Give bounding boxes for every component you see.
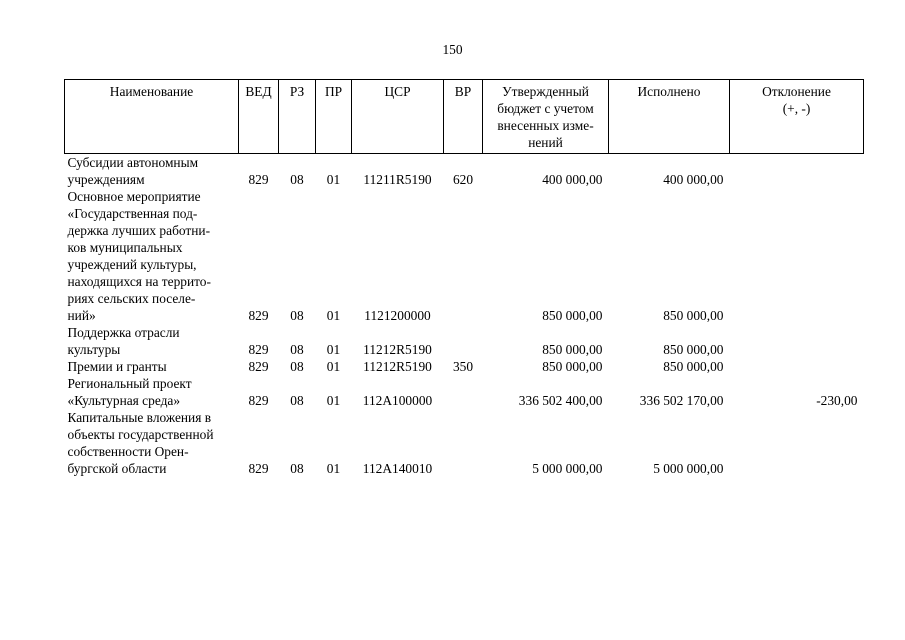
- row-vr: [444, 375, 483, 409]
- header-pr: ПР: [316, 80, 352, 154]
- row-pr: 01: [326, 172, 341, 187]
- header-executed: Исполнено: [609, 80, 730, 154]
- row-csr: 11212R5190: [363, 342, 432, 357]
- row-approved: 5 000 000,00: [532, 461, 603, 476]
- row-rz: 08: [290, 393, 304, 408]
- row-csr: 112А100000: [362, 393, 433, 408]
- table-row: [65, 358, 864, 375]
- row-approved: 850 000,00: [542, 308, 603, 323]
- row-pr: 01: [326, 342, 341, 357]
- header-deviation: Отклонение (+, -): [730, 80, 864, 154]
- row-approved: 400 000,00: [542, 172, 603, 187]
- row-name: Поддержка отрасли культуры: [67, 325, 180, 357]
- row-pr: 01: [326, 359, 341, 374]
- row-vr: [444, 324, 483, 358]
- row-vr: [444, 409, 483, 477]
- row-ved: 829: [248, 342, 269, 357]
- table-row: [65, 375, 864, 409]
- header-vr: ВР: [444, 80, 483, 154]
- row-executed: 400 000,00: [663, 172, 724, 187]
- row-name: Субсидии автономным учреждениям: [67, 155, 199, 187]
- row-name: Основное мероприятие «Государственная под- держка лучших работни- ков муниципальных учреждений культуры, находящихся на террито- риях сельских поселе- ний»: [67, 189, 211, 323]
- row-vr: 350: [452, 359, 474, 374]
- table-row: [65, 188, 864, 324]
- header-ved: ВЕД: [239, 80, 279, 154]
- row-executed: 850 000,00: [663, 342, 724, 357]
- header-rz: РЗ: [279, 80, 316, 154]
- row-deviation: [730, 358, 864, 375]
- row-vr: 620: [452, 172, 474, 187]
- row-deviation: [730, 324, 864, 358]
- row-ved: 829: [248, 393, 269, 408]
- row-pr: 01: [326, 393, 341, 408]
- row-name: Региональный проект «Культурная среда»: [67, 376, 192, 408]
- header-name: Наименование: [65, 80, 239, 154]
- row-csr: 112А140010: [362, 461, 433, 476]
- row-pr: 01: [326, 461, 341, 476]
- row-approved: 850 000,00: [542, 342, 603, 357]
- row-rz: 08: [290, 461, 304, 476]
- row-ved: 829: [248, 461, 269, 476]
- table-row: [65, 409, 864, 477]
- row-approved: 850 000,00: [542, 359, 603, 374]
- row-rz: 08: [290, 359, 304, 374]
- row-name: Капитальные вложения в объекты государственной собственности Орен- бургской области: [67, 410, 214, 476]
- row-deviation: -230,00: [816, 393, 858, 408]
- row-csr: 1121200000: [364, 308, 431, 323]
- row-deviation: [730, 188, 864, 324]
- header-approved: Утвержденный бюджет с учетом внесенных изме- нений: [483, 80, 609, 154]
- row-executed: 5 000 000,00: [653, 461, 724, 476]
- row-ved: 829: [248, 172, 269, 187]
- row-approved: 336 502 400,00: [518, 393, 603, 408]
- header-csr: ЦСР: [352, 80, 444, 154]
- table-header-row: [65, 80, 864, 154]
- table-row: [65, 154, 864, 189]
- row-rz: 08: [290, 172, 304, 187]
- row-name: Премии и гранты: [67, 359, 167, 374]
- row-deviation: [730, 409, 864, 477]
- row-csr: 11211R5190: [363, 172, 432, 187]
- row-vr: [444, 188, 483, 324]
- budget-table: [64, 79, 864, 477]
- row-executed: 850 000,00: [663, 308, 724, 323]
- row-rz: 08: [290, 342, 304, 357]
- row-ved: 829: [248, 359, 269, 374]
- row-executed: 336 502 170,00: [639, 393, 724, 408]
- row-pr: 01: [326, 308, 341, 323]
- row-deviation: [730, 154, 864, 189]
- row-rz: 08: [290, 308, 304, 323]
- page-number: 150: [442, 42, 463, 57]
- row-csr: 11212R5190: [363, 359, 432, 374]
- row-ved: 829: [248, 308, 269, 323]
- table-row: [65, 324, 864, 358]
- row-executed: 850 000,00: [663, 359, 724, 374]
